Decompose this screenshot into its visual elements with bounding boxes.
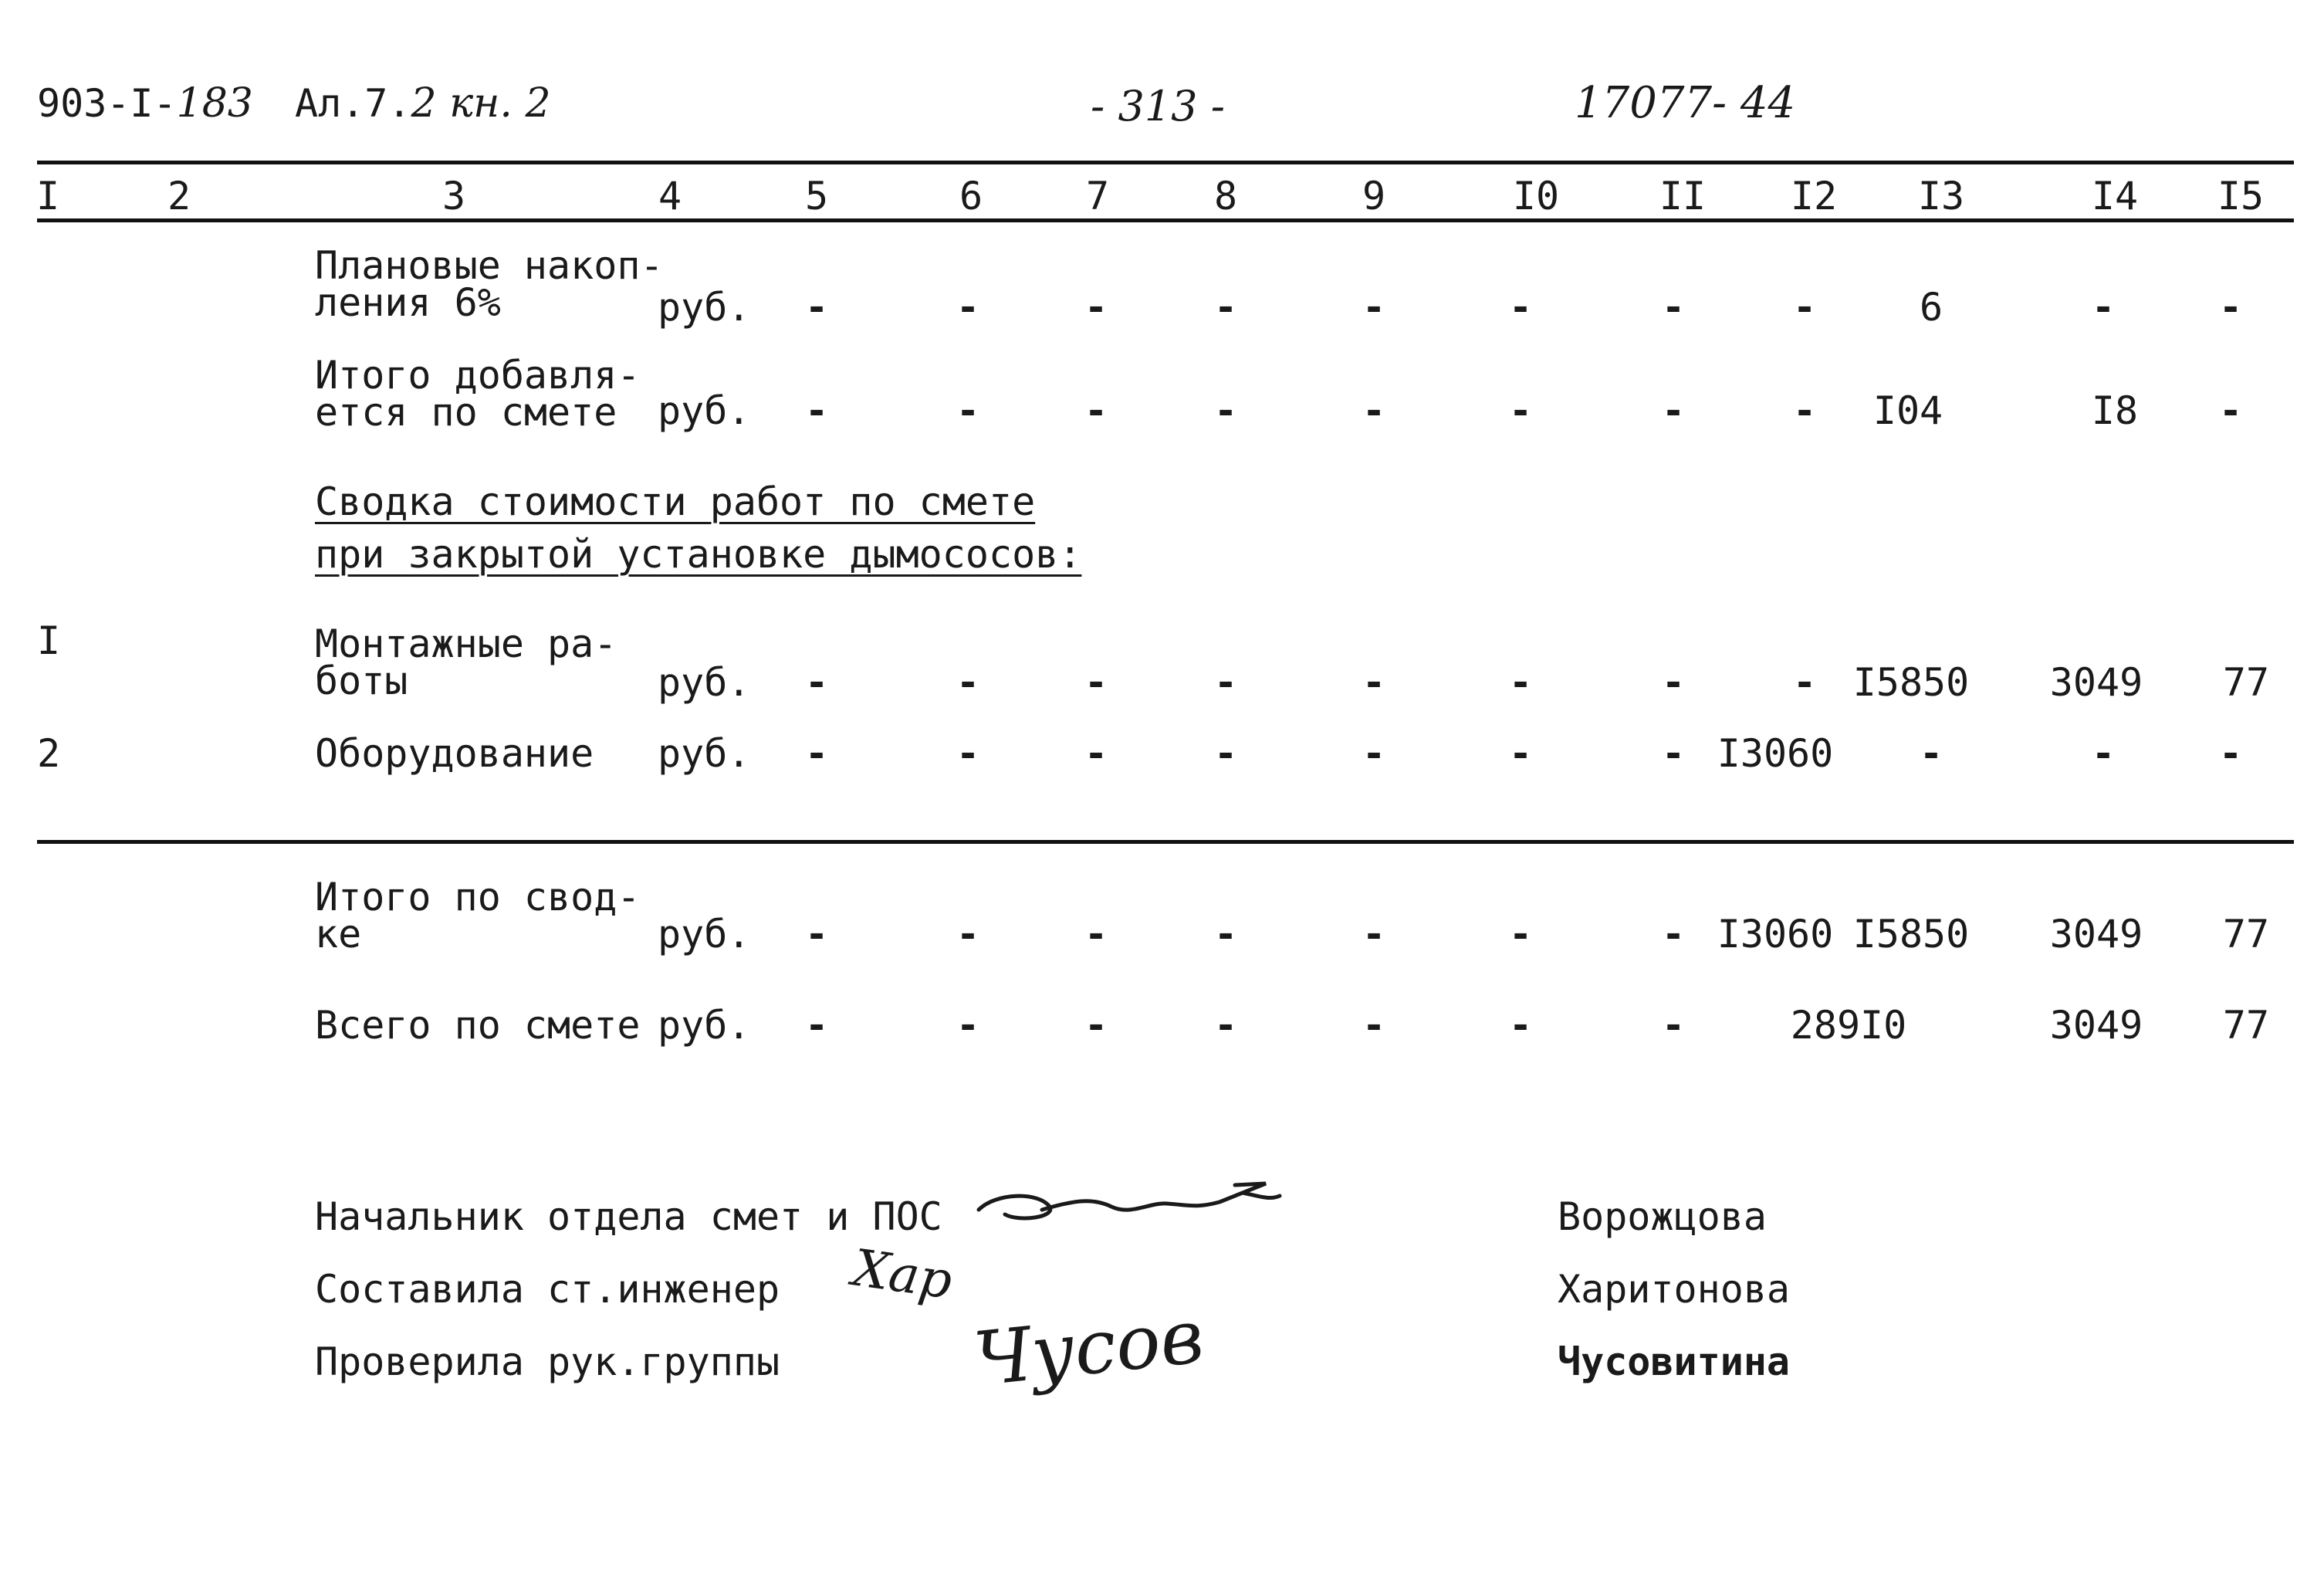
column-header: 8 <box>1213 174 1238 218</box>
signature-role: Начальник отдела смет и ПОС <box>315 1194 942 1239</box>
cell: - <box>1213 285 1238 330</box>
signature-role: Проверила рук.группы <box>315 1339 780 1384</box>
row-name: Плановые накоп- ления 6% <box>315 243 664 325</box>
column-header: 9 <box>1362 174 1386 218</box>
cell: - <box>1508 660 1533 705</box>
header-top-rule <box>37 161 2294 164</box>
cell: - <box>1661 1003 1686 1048</box>
cell: - <box>1084 660 1108 705</box>
signature-name: Ворожцова <box>1558 1194 1767 1239</box>
cell: - <box>804 731 829 776</box>
cell: - <box>2218 731 2243 776</box>
row-unit: руб. <box>658 731 751 776</box>
cell: - <box>1362 660 1386 705</box>
cell: - <box>956 285 980 330</box>
column-header: I <box>36 174 60 218</box>
column-header: I0 <box>1512 174 1560 218</box>
cell: - <box>1362 912 1386 957</box>
cell: - <box>1792 388 1817 433</box>
cell: I3060 <box>1717 731 1834 776</box>
cell: 77 <box>2222 660 2270 705</box>
row-unit: руб. <box>658 285 751 330</box>
document-code-handwritten: 183 <box>176 80 253 127</box>
cell: 3049 <box>2049 1003 2143 1048</box>
cell: - <box>1084 388 1108 433</box>
cell: - <box>1362 1003 1386 1048</box>
column-header: 5 <box>804 174 829 218</box>
cell: - <box>956 388 980 433</box>
cell: - <box>956 912 980 957</box>
signature-name: Харитонова <box>1558 1267 1791 1312</box>
cell: - <box>2218 388 2243 433</box>
cell: 3049 <box>2049 912 2143 957</box>
column-header: II <box>1659 174 1707 218</box>
cell: - <box>804 1003 829 1048</box>
column-header: 7 <box>1085 174 1110 218</box>
cell: - <box>2218 285 2243 330</box>
cell: - <box>1362 731 1386 776</box>
cell: - <box>956 660 980 705</box>
summary-rule <box>37 840 2294 844</box>
cell: - <box>1508 285 1533 330</box>
cell: - <box>1508 1003 1533 1048</box>
column-header: I2 <box>1790 174 1838 218</box>
cell: - <box>1213 731 1238 776</box>
signature-name: Чусовитина <box>1558 1339 1791 1384</box>
row-unit: руб. <box>658 660 751 705</box>
cell: - <box>1213 388 1238 433</box>
cell: - <box>1084 1003 1108 1048</box>
cell: - <box>956 1003 980 1048</box>
section-heading-line2: при закрытой установке дымососов: <box>315 532 1082 577</box>
row-number: I <box>37 618 61 663</box>
cell: - <box>956 731 980 776</box>
cell: 3049 <box>2049 660 2143 705</box>
row-name: Всего по смете <box>315 1003 641 1048</box>
row-unit: руб. <box>658 912 751 957</box>
document-code: 903-I-183 <box>37 80 253 127</box>
signature-scribble-checker: Чусов <box>969 1292 1208 1404</box>
cell: - <box>804 285 829 330</box>
cell: - <box>1661 660 1686 705</box>
cell: - <box>1213 912 1238 957</box>
row-unit: руб. <box>658 388 751 433</box>
cell: - <box>1213 660 1238 705</box>
cell: - <box>1919 731 1943 776</box>
column-header: 2 <box>167 174 191 218</box>
row-name: Итого по свод- ке <box>315 875 641 957</box>
signature-role: Составила ст.инженер <box>315 1267 780 1312</box>
column-header: 3 <box>441 174 466 218</box>
signature-scribble-head <box>965 1162 1289 1247</box>
album-reference-handwritten: 2 кн. 2 <box>411 80 551 127</box>
cell: - <box>804 388 829 433</box>
cell: - <box>1362 285 1386 330</box>
cell: - <box>2091 285 2116 330</box>
cell: 77 <box>2222 912 2270 957</box>
cell: I5850 <box>1852 912 1970 957</box>
cell: I5850 <box>1852 660 1970 705</box>
cell: I04 <box>1872 388 1943 433</box>
header-bottom-rule <box>37 218 2294 222</box>
cell: - <box>1792 660 1817 705</box>
album-reference: Ал.7.2 кн. 2 <box>295 80 551 127</box>
cell: - <box>804 660 829 705</box>
order-number: 17077- 44 <box>1575 78 1796 128</box>
cell: - <box>1084 912 1108 957</box>
cell: - <box>1508 388 1533 433</box>
cell: - <box>1362 388 1386 433</box>
cell: - <box>1084 731 1108 776</box>
row-name: Оборудование <box>315 731 594 776</box>
cell: - <box>1792 285 1817 330</box>
cell: 6 <box>1919 285 1943 330</box>
cell: - <box>1661 731 1686 776</box>
cell: - <box>1661 285 1686 330</box>
cell: - <box>1213 1003 1238 1048</box>
row-name: Монтажные ра- боты <box>315 621 617 703</box>
column-header: 6 <box>959 174 983 218</box>
cell: - <box>2091 731 2116 776</box>
cell: - <box>1084 285 1108 330</box>
cell: I3060 <box>1717 912 1834 957</box>
cell: - <box>804 912 829 957</box>
cell: - <box>1508 912 1533 957</box>
cell: 289I0 <box>1790 1003 1907 1048</box>
cell: - <box>1661 912 1686 957</box>
cell: 77 <box>2222 1003 2270 1048</box>
column-header: I4 <box>2091 174 2139 218</box>
column-header: 4 <box>658 174 682 218</box>
column-header: I3 <box>1917 174 1965 218</box>
row-number: 2 <box>37 731 61 776</box>
cell: - <box>1508 731 1533 776</box>
cell: - <box>1661 388 1686 433</box>
cell: I8 <box>2091 388 2139 433</box>
row-unit: руб. <box>658 1003 751 1048</box>
column-header: I5 <box>2217 174 2265 218</box>
signature-scribble-compiler: Хар <box>849 1238 956 1311</box>
page-number: - 313 - <box>1091 82 1225 130</box>
section-heading-line1: Сводка стоимости работ по смете <box>315 479 1036 524</box>
row-name: Итого добавля- ется по смете <box>315 353 641 435</box>
